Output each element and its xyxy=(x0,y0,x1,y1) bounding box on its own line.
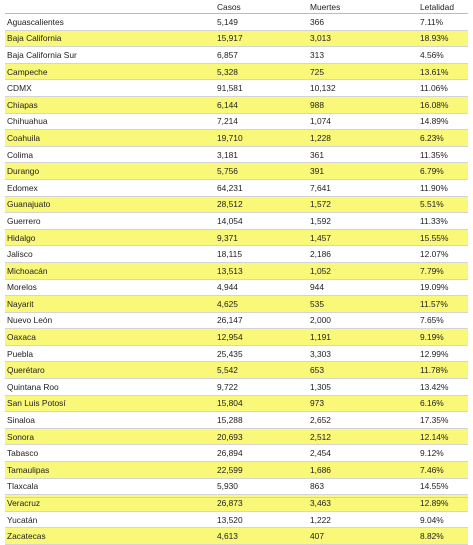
cell-casos: 13,520 xyxy=(217,514,243,525)
cell-casos: 22,599 xyxy=(217,464,243,475)
cell-state: CDMX xyxy=(7,83,32,94)
cell-muertes: 3,303 xyxy=(310,348,331,359)
cell-muertes: 7,641 xyxy=(310,182,331,193)
cell-state: Colima xyxy=(7,149,34,160)
cell-letalidad: 7.46% xyxy=(420,464,444,475)
cell-casos: 64,231 xyxy=(217,182,243,193)
cell-casos: 9,371 xyxy=(217,232,238,243)
cell-letalidad: 18.93% xyxy=(420,33,449,44)
table-row xyxy=(5,279,468,296)
cell-casos: 26,147 xyxy=(217,315,243,326)
cell-state: Chihuahua xyxy=(7,116,48,127)
cell-muertes: 1,686 xyxy=(310,464,331,475)
cell-state: Yucatán xyxy=(7,514,38,525)
cell-muertes: 973 xyxy=(310,398,324,409)
cell-muertes: 1,572 xyxy=(310,199,331,210)
cell-letalidad: 11.57% xyxy=(420,298,448,309)
cell-casos: 5,542 xyxy=(217,365,238,376)
cell-state: Chiapas xyxy=(7,99,38,110)
cell-muertes: 1,305 xyxy=(310,381,331,392)
cell-state: Aguascalientes xyxy=(7,16,64,27)
table-row xyxy=(5,179,468,196)
table-row xyxy=(5,379,468,396)
cell-letalidad: 7.11% xyxy=(420,16,444,27)
cell-state: Veracruz xyxy=(7,498,41,509)
cell-state: Oaxaca xyxy=(7,332,36,343)
cell-casos: 9,722 xyxy=(217,381,238,392)
cell-state: Guanajuato xyxy=(7,199,51,210)
table-row xyxy=(5,345,468,362)
cell-casos: 13,513 xyxy=(217,265,243,276)
cell-letalidad: 4.56% xyxy=(420,49,444,60)
table-row xyxy=(5,262,468,279)
cell-letalidad: 6.79% xyxy=(420,166,444,177)
cell-muertes: 2,000 xyxy=(310,315,331,326)
cell-casos: 4,625 xyxy=(217,298,238,309)
header-casos: Casos xyxy=(214,0,307,14)
cell-muertes: 988 xyxy=(310,99,324,110)
table-row xyxy=(5,113,468,130)
cell-state: Baja California Sur xyxy=(7,49,77,60)
table-row xyxy=(5,14,468,31)
header-muertes: Muertes xyxy=(307,0,417,14)
cell-casos: 15,917 xyxy=(217,33,243,44)
cell-state: Sonora xyxy=(7,431,35,442)
cell-muertes: 10,132 xyxy=(310,83,336,94)
table-body xyxy=(5,14,468,545)
cell-muertes: 2,186 xyxy=(310,249,331,260)
cell-muertes: 3,013 xyxy=(310,33,331,44)
cell-casos: 14,054 xyxy=(217,215,243,226)
cell-casos: 91,581 xyxy=(217,83,243,94)
cell-state: Edomex xyxy=(7,182,38,193)
cell-muertes: 2,454 xyxy=(310,448,331,459)
cell-casos: 26,894 xyxy=(217,448,243,459)
table-row xyxy=(5,412,468,429)
cell-muertes: 366 xyxy=(310,16,324,27)
cell-state: San Luis Potosí xyxy=(7,398,66,409)
cell-muertes: 1,222 xyxy=(310,514,331,525)
cell-letalidad: 15.55% xyxy=(420,232,449,243)
cell-muertes: 391 xyxy=(310,166,324,177)
cell-state: Querétaro xyxy=(7,365,45,376)
cell-state: Durango xyxy=(7,166,40,177)
table-row xyxy=(5,445,468,462)
cell-casos: 28,512 xyxy=(217,199,243,210)
table-row xyxy=(5,428,468,445)
cell-casos: 15,804 xyxy=(217,398,243,409)
cell-letalidad: 13.61% xyxy=(420,66,449,77)
cell-letalidad: 16.08% xyxy=(420,99,449,110)
cell-state: Nayarit xyxy=(7,298,34,309)
cell-muertes: 725 xyxy=(310,66,324,77)
cell-casos: 3,181 xyxy=(217,149,238,160)
cell-casos: 26,873 xyxy=(217,498,243,509)
cell-state: Guerrero xyxy=(7,215,41,226)
cell-muertes: 2,512 xyxy=(310,431,331,442)
cell-letalidad: 11.35% xyxy=(420,149,448,160)
cell-letalidad: 19.09% xyxy=(420,282,449,293)
table-row xyxy=(5,146,468,163)
cell-state: Baja California xyxy=(7,33,62,44)
cell-muertes: 1,592 xyxy=(310,215,331,226)
table-row xyxy=(5,296,468,313)
cell-muertes: 944 xyxy=(310,282,324,293)
cell-letalidad: 17.35% xyxy=(420,415,449,426)
cell-state: Sinaloa xyxy=(7,415,35,426)
cell-letalidad: 12.07% xyxy=(420,249,449,260)
table-row xyxy=(5,196,468,213)
table-row xyxy=(5,229,468,246)
cell-casos: 5,328 xyxy=(217,66,238,77)
cell-casos: 20,693 xyxy=(217,431,243,442)
cell-muertes: 3,463 xyxy=(310,498,331,509)
cell-letalidad: 13.42% xyxy=(420,381,449,392)
table-row xyxy=(5,528,468,545)
cell-casos: 4,613 xyxy=(217,531,238,542)
cell-casos: 6,857 xyxy=(217,49,238,60)
cell-letalidad: 12.14% xyxy=(420,431,449,442)
table-row xyxy=(5,130,468,147)
cell-casos: 25,435 xyxy=(217,348,243,359)
covid-state-table-container xyxy=(5,0,468,545)
cell-casos: 18,115 xyxy=(217,249,242,260)
cell-muertes: 2,652 xyxy=(310,415,331,426)
cell-letalidad: 6.23% xyxy=(420,132,444,143)
cell-letalidad: 6.16% xyxy=(420,398,444,409)
cell-state: Tlaxcala xyxy=(7,481,39,492)
cell-muertes: 361 xyxy=(310,149,324,160)
table-row xyxy=(5,312,468,329)
cell-letalidad: 12.89% xyxy=(420,498,449,509)
cell-casos: 6,144 xyxy=(217,99,238,110)
cell-casos: 5,756 xyxy=(217,166,238,177)
cell-muertes: 407 xyxy=(310,531,324,542)
table-row xyxy=(5,163,468,180)
cell-letalidad: 7.65% xyxy=(420,315,444,326)
table-row xyxy=(5,47,468,64)
cell-state: Nuevo León xyxy=(7,315,53,326)
cell-letalidad: 9.12% xyxy=(420,448,444,459)
cell-letalidad: 9.04% xyxy=(420,514,444,525)
cell-muertes: 1,191 xyxy=(310,332,331,343)
cell-state: Zacatecas xyxy=(7,531,46,542)
cell-muertes: 1,457 xyxy=(310,232,331,243)
cell-state: Morelos xyxy=(7,282,37,293)
table-row xyxy=(5,395,468,412)
covid-state-table xyxy=(5,0,468,545)
cell-casos: 5,149 xyxy=(217,16,238,27)
table-row xyxy=(5,30,468,47)
cell-state: Jalisco xyxy=(7,249,33,260)
cell-letalidad: 9.19% xyxy=(420,332,444,343)
table-row xyxy=(5,329,468,346)
cell-letalidad: 8.82% xyxy=(420,531,444,542)
cell-casos: 4,944 xyxy=(217,282,238,293)
cell-letalidad: 11.06% xyxy=(420,83,448,94)
cell-letalidad: 11.78% xyxy=(420,365,448,376)
cell-letalidad: 12.99% xyxy=(420,348,449,359)
cell-state: Hidalgo xyxy=(7,232,36,243)
cell-muertes: 863 xyxy=(310,481,324,492)
table-bottom-divider xyxy=(5,497,468,498)
cell-letalidad: 5.51% xyxy=(420,199,444,210)
cell-muertes: 1,074 xyxy=(310,116,331,127)
table-row xyxy=(5,80,468,97)
table-header-row xyxy=(5,0,468,14)
table-row xyxy=(5,478,468,495)
cell-state: Quintana Roo xyxy=(7,381,59,392)
cell-state: Tamaulipas xyxy=(7,464,50,475)
cell-letalidad: 14.55% xyxy=(420,481,449,492)
table-row xyxy=(5,462,468,479)
cell-casos: 12,954 xyxy=(217,332,243,343)
cell-letalidad: 11.90% xyxy=(420,182,448,193)
cell-casos: 19,710 xyxy=(217,132,243,143)
table-row xyxy=(5,96,468,113)
header-letalidad: Letalidad xyxy=(417,0,468,14)
table-row xyxy=(5,511,468,528)
cell-casos: 15,288 xyxy=(217,415,243,426)
cell-state: Puebla xyxy=(7,348,34,359)
cell-casos: 7,214 xyxy=(217,116,238,127)
cell-muertes: 653 xyxy=(310,365,324,376)
cell-muertes: 1,052 xyxy=(310,265,331,276)
cell-letalidad: 11.33% xyxy=(420,215,448,226)
cell-letalidad: 14.89% xyxy=(420,116,449,127)
cell-state: Coahuila xyxy=(7,132,41,143)
table-row xyxy=(5,246,468,263)
cell-muertes: 1,228 xyxy=(310,132,331,143)
cell-state: Michoacán xyxy=(7,265,48,276)
cell-casos: 5,930 xyxy=(217,481,238,492)
cell-state: Tabasco xyxy=(7,448,39,459)
table-row xyxy=(5,362,468,379)
cell-state: Campeche xyxy=(7,66,48,77)
table-row xyxy=(5,213,468,230)
header-state xyxy=(5,0,214,14)
cell-muertes: 535 xyxy=(310,298,324,309)
cell-letalidad: 7.79% xyxy=(420,265,444,276)
table-row xyxy=(5,63,468,80)
cell-muertes: 313 xyxy=(310,49,324,60)
